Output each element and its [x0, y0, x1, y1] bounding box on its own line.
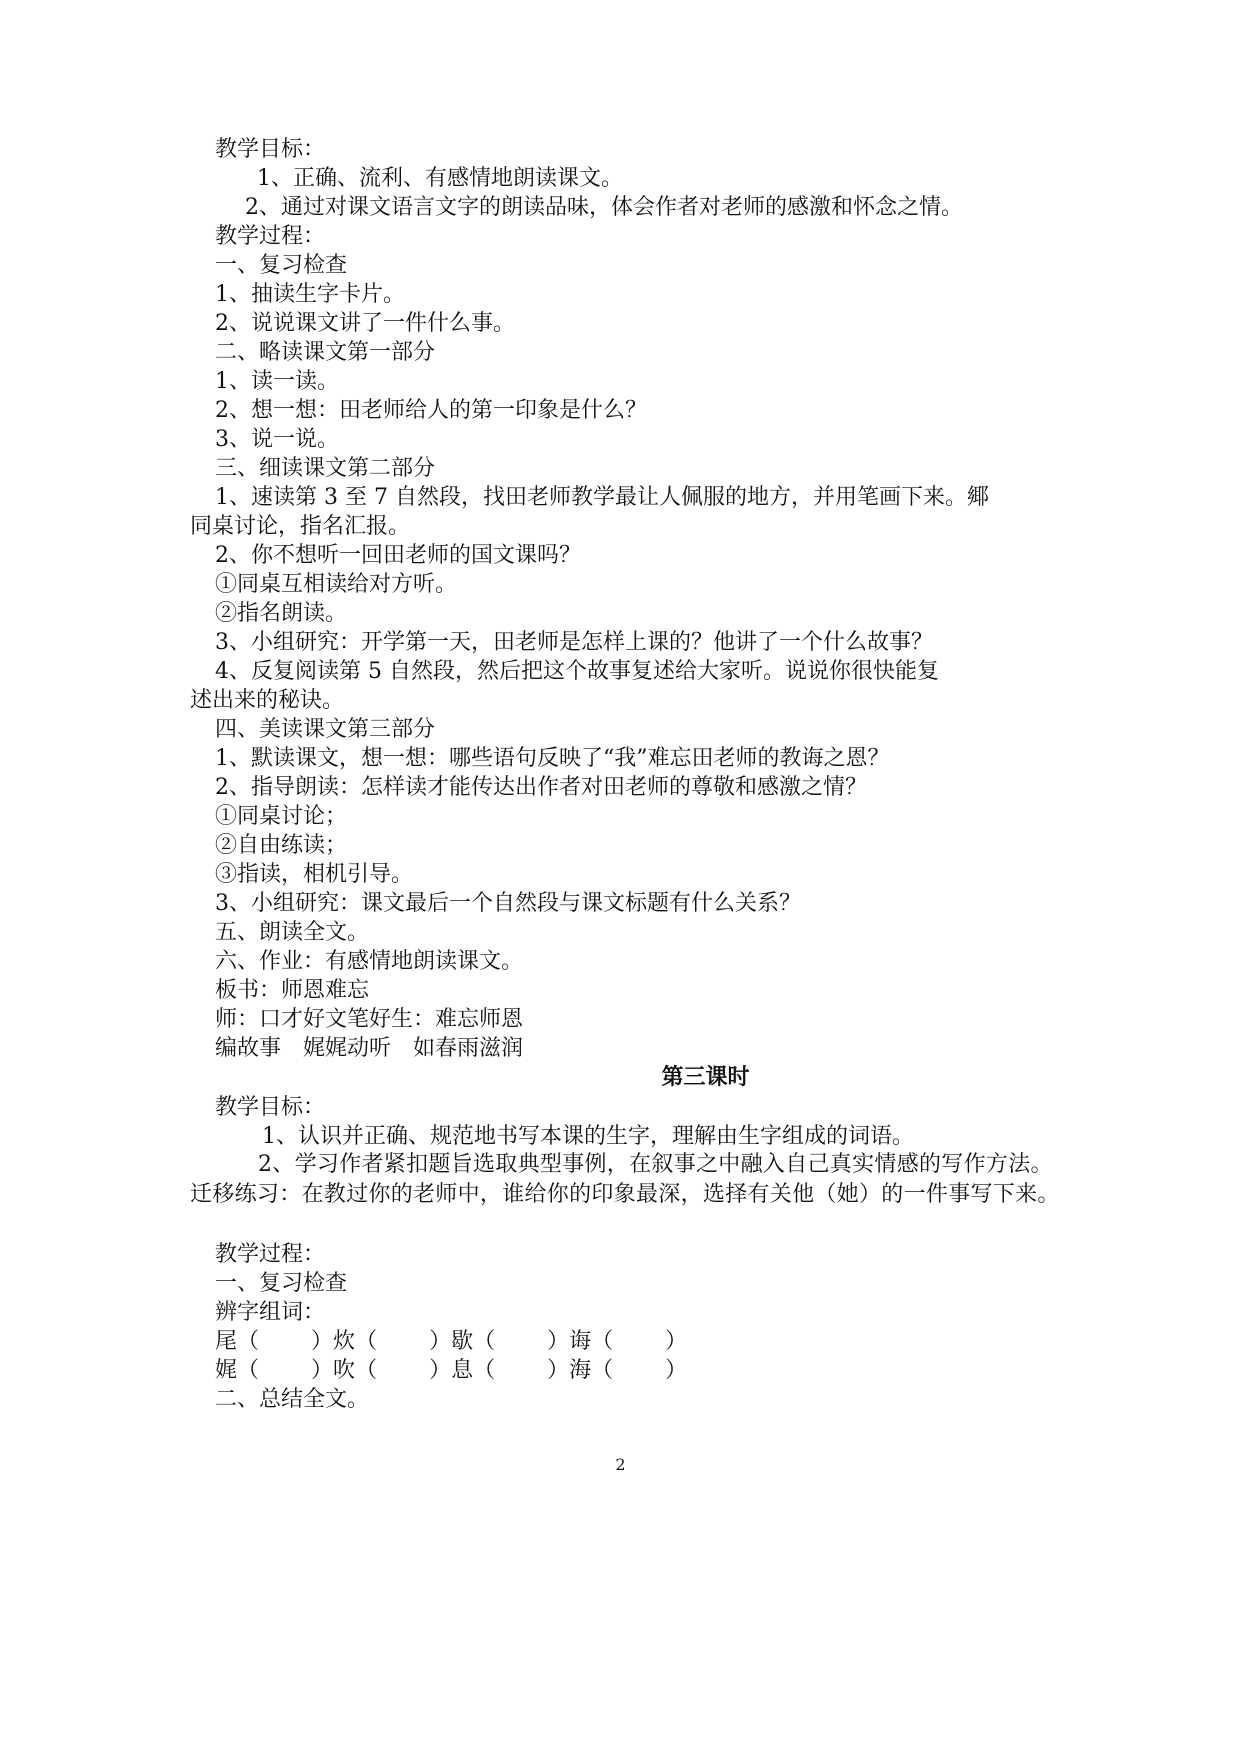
section-2-item-3: 3、说一说。 — [215, 427, 339, 452]
section-1-title: 一、复习检查 — [215, 253, 348, 278]
section-3-item-4a: 4、反复阅读第 5 自然段，然后把这个故事复述给大家听。说说你很快能复 — [215, 659, 939, 684]
lesson-3-goal-heading: 教学目标： — [215, 1095, 326, 1120]
section-3-item-2b: ②指名朗读。 — [215, 601, 348, 626]
section-3-item-1b: 同桌讨论，指名汇报。 — [190, 514, 411, 539]
section-4-item-2c: ③指读，相机引导。 — [215, 862, 414, 887]
process-heading: 教学过程： — [215, 224, 326, 249]
section-4-item-2b: ②自由练读； — [215, 833, 348, 858]
section-1-item-2: 2、说说课文讲了一件什么事。 — [215, 311, 515, 336]
section-3-item-2a: ①同桌互相读给对方听。 — [215, 572, 458, 597]
section-6-title: 六、作业：有感情地朗读课文。 — [215, 949, 524, 974]
word-char: 娓 — [215, 1358, 238, 1383]
word-char: 炊 — [333, 1329, 356, 1354]
word-char: 歇 — [451, 1329, 474, 1354]
word-char: 诲 — [569, 1329, 592, 1354]
lesson-3-section-1-sub: 辨字组词： — [215, 1300, 326, 1325]
board-line-1: 板书：师恩难忘 — [215, 978, 370, 1003]
section-3-title: 三、细读课文第二部分 — [215, 456, 436, 481]
word-char: 海 — [569, 1358, 592, 1383]
lesson-3-section-1-title: 一、复习检查 — [215, 1271, 348, 1296]
section-2-item-1: 1、读一读。 — [215, 369, 339, 394]
word-row-2: 娓（ ）吹（ ）息（ ）海（ ） — [215, 1358, 688, 1383]
section-3-item-3: 3、小组研究：开学第一天，田老师是怎样上课的？他讲了一个什么故事？ — [215, 630, 933, 655]
section-2-title: 二、略读课文第一部分 — [215, 340, 436, 365]
goal-heading: 教学目标： — [215, 137, 326, 162]
section-4-item-1: 1、默读课文，想一想：哪些语句反映了“我”难忘田老师的教诲之恩？ — [215, 746, 890, 771]
lesson-3-goal-2: 2、学习作者紧扣题旨选取典型事例，在叙事之中融入自己真实情感的写作方法。迁移练习：在教过你的老师中，谁给你的印象最深，选择有关他（她）的一件事写下来。 — [190, 1152, 1060, 1207]
word-char: 吹 — [333, 1358, 356, 1383]
section-3-item-1a: 1、速读第 3 至 7 自然段，找田老师教学最让人佩服的地方，并用笔画下来。鄊 — [215, 485, 989, 510]
section-4-item-2a: ①同桌讨论； — [215, 804, 348, 829]
page-number: 2 — [615, 1455, 626, 1474]
section-4-item-2: 2、指导朗读：怎样读才能传达出作者对田老师的尊敬和感激之情？ — [215, 775, 867, 800]
section-5-title: 五、朗读全文。 — [215, 920, 370, 945]
word-row-1: 尾（ ）炊（ ）歇（ ）诲（ ） — [215, 1329, 688, 1354]
section-4-item-3: 3、小组研究：课文最后一个自然段与课文标题有什么关系？ — [215, 891, 801, 916]
lesson-3-section-2-title: 二、总结全文。 — [215, 1387, 370, 1412]
word-char: 息 — [451, 1358, 474, 1383]
section-4-title: 四、美读课文第三部分 — [215, 717, 436, 742]
lesson-3-process-heading: 教学过程： — [215, 1242, 326, 1267]
board-line-3: 编故事 娓娓动听 如春雨滋润 — [215, 1036, 524, 1061]
board-line-2: 师：口才好文笔好生：难忘师恩 — [215, 1007, 524, 1032]
section-3-item-4b: 述出来的秘诀。 — [190, 688, 345, 713]
lesson-3-goal-1: 1、认识并正确、规范地书写本课的生字，理解由生字组成的词语。 — [262, 1124, 914, 1149]
section-2-item-2: 2、想一想：田老师给人的第一印象是什么？ — [215, 398, 647, 423]
goal-item-1: 1、正确、流利、有感情地朗读课文。 — [257, 166, 623, 191]
lesson-3-title: 第三课时 — [661, 1065, 750, 1090]
word-char: 尾 — [215, 1329, 238, 1354]
section-3-item-2: 2、你不想听一回田老师的国文课吗？ — [215, 543, 581, 568]
section-1-item-1: 1、抽读生字卡片。 — [215, 282, 405, 307]
goal-item-2: 2、通过对课文语言文字的朗读品味，体会作者对老师的感激和怀念之情。 — [245, 195, 963, 220]
